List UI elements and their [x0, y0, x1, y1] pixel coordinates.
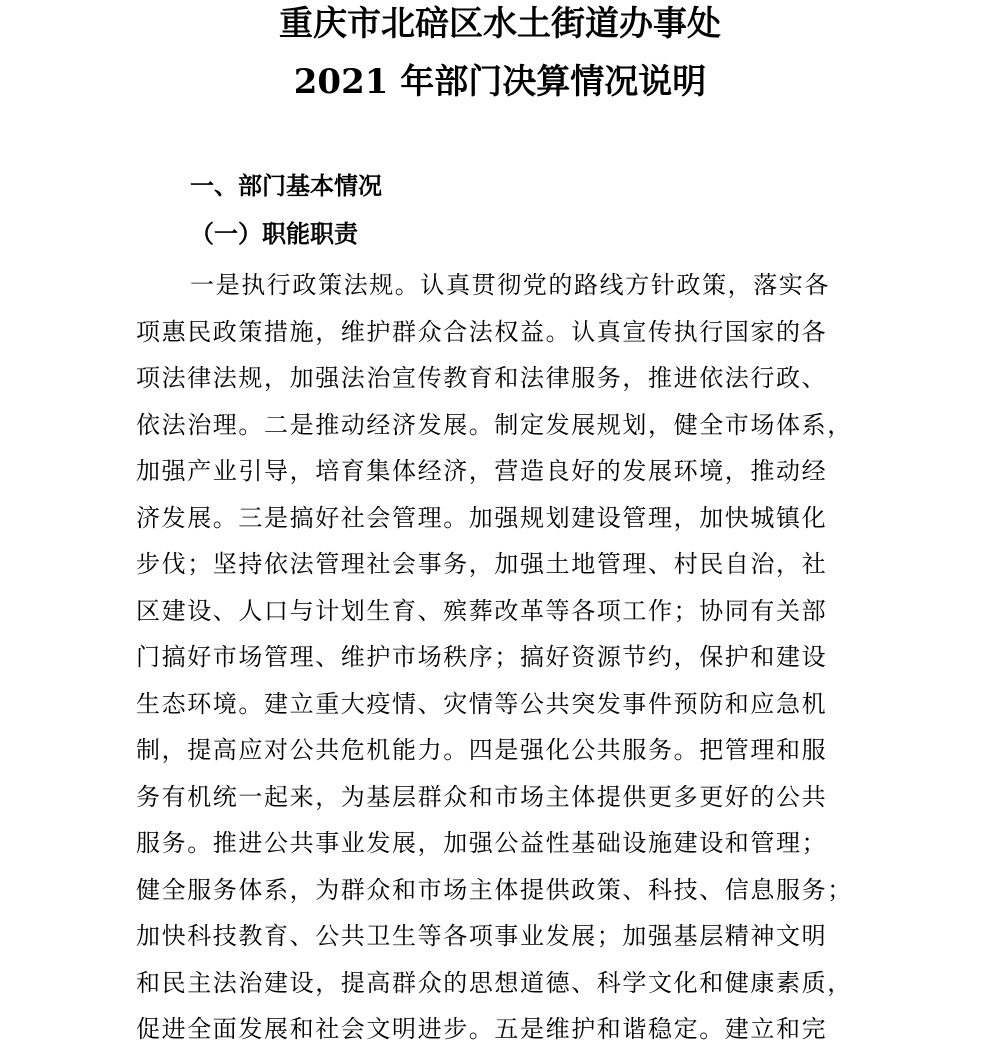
body-line: 加快科技教育、公共卫生等各项事业发展；加强基层精神文明	[136, 922, 828, 950]
body-line: 步伐；坚持依法管理社会事务，加强土地管理、村民自治，社	[136, 550, 828, 578]
body-line: 区建设、人口与计划生育、殡葬改革等各项工作；协同有关部	[136, 596, 828, 625]
body-line: 务有机统一起来，为基层群众和市场主体提供更多更好的公共	[136, 782, 828, 811]
body-line: 促进全面发展和社会文明进步。五是维护和谐稳定。建立和完	[136, 1015, 828, 1043]
body-line: 生态环境。建立重大疫情、灾情等公共突发事件预防和应急机	[136, 689, 828, 718]
body-line: 依法治理。二是推动经济发展。制定发展规划，健全市场体系，	[136, 410, 853, 439]
body-line: 健全服务体系，为群众和市场主体提供政策、科技、信息服务；	[136, 875, 853, 904]
body-line: 济发展。三是搞好社会管理。加强规划建设管理，加快城镇化	[136, 503, 828, 532]
section-heading: 一、部门基本情况	[190, 172, 382, 200]
document-title-line-1: 重庆市北碚区水土街道办事处	[279, 4, 721, 44]
body-line: 一是执行政策法规。认真贯彻党的路线方针政策，落实各	[190, 271, 830, 299]
body-line: 加强产业引导，培育集体经济，营造良好的发展环境，推动经	[136, 457, 828, 485]
subsection-heading: （一）职能职责	[190, 219, 358, 248]
body-line: 和民主法治建设，提高群众的思想道德、科学文化和健康素质，	[136, 968, 853, 997]
body-line: 制，提高应对公共危机能力。四是强化公共服务。把管理和服	[136, 736, 828, 764]
body-line: 服务。推进公共事业发展，加强公益性基础设施建设和管理；	[136, 829, 828, 857]
body-line: 门搞好市场管理、维护市场秩序；搞好资源节约，保护和建设	[136, 643, 828, 671]
body-line: 项法律法规，加强法治宣传教育和法律服务，推进依法行政、	[136, 364, 828, 392]
document-title-line-2: 2021 年部门决算情况说明	[293, 62, 707, 102]
body-line: 项惠民政策措施，维护群众合法权益。认真宣传执行国家的各	[136, 317, 828, 346]
